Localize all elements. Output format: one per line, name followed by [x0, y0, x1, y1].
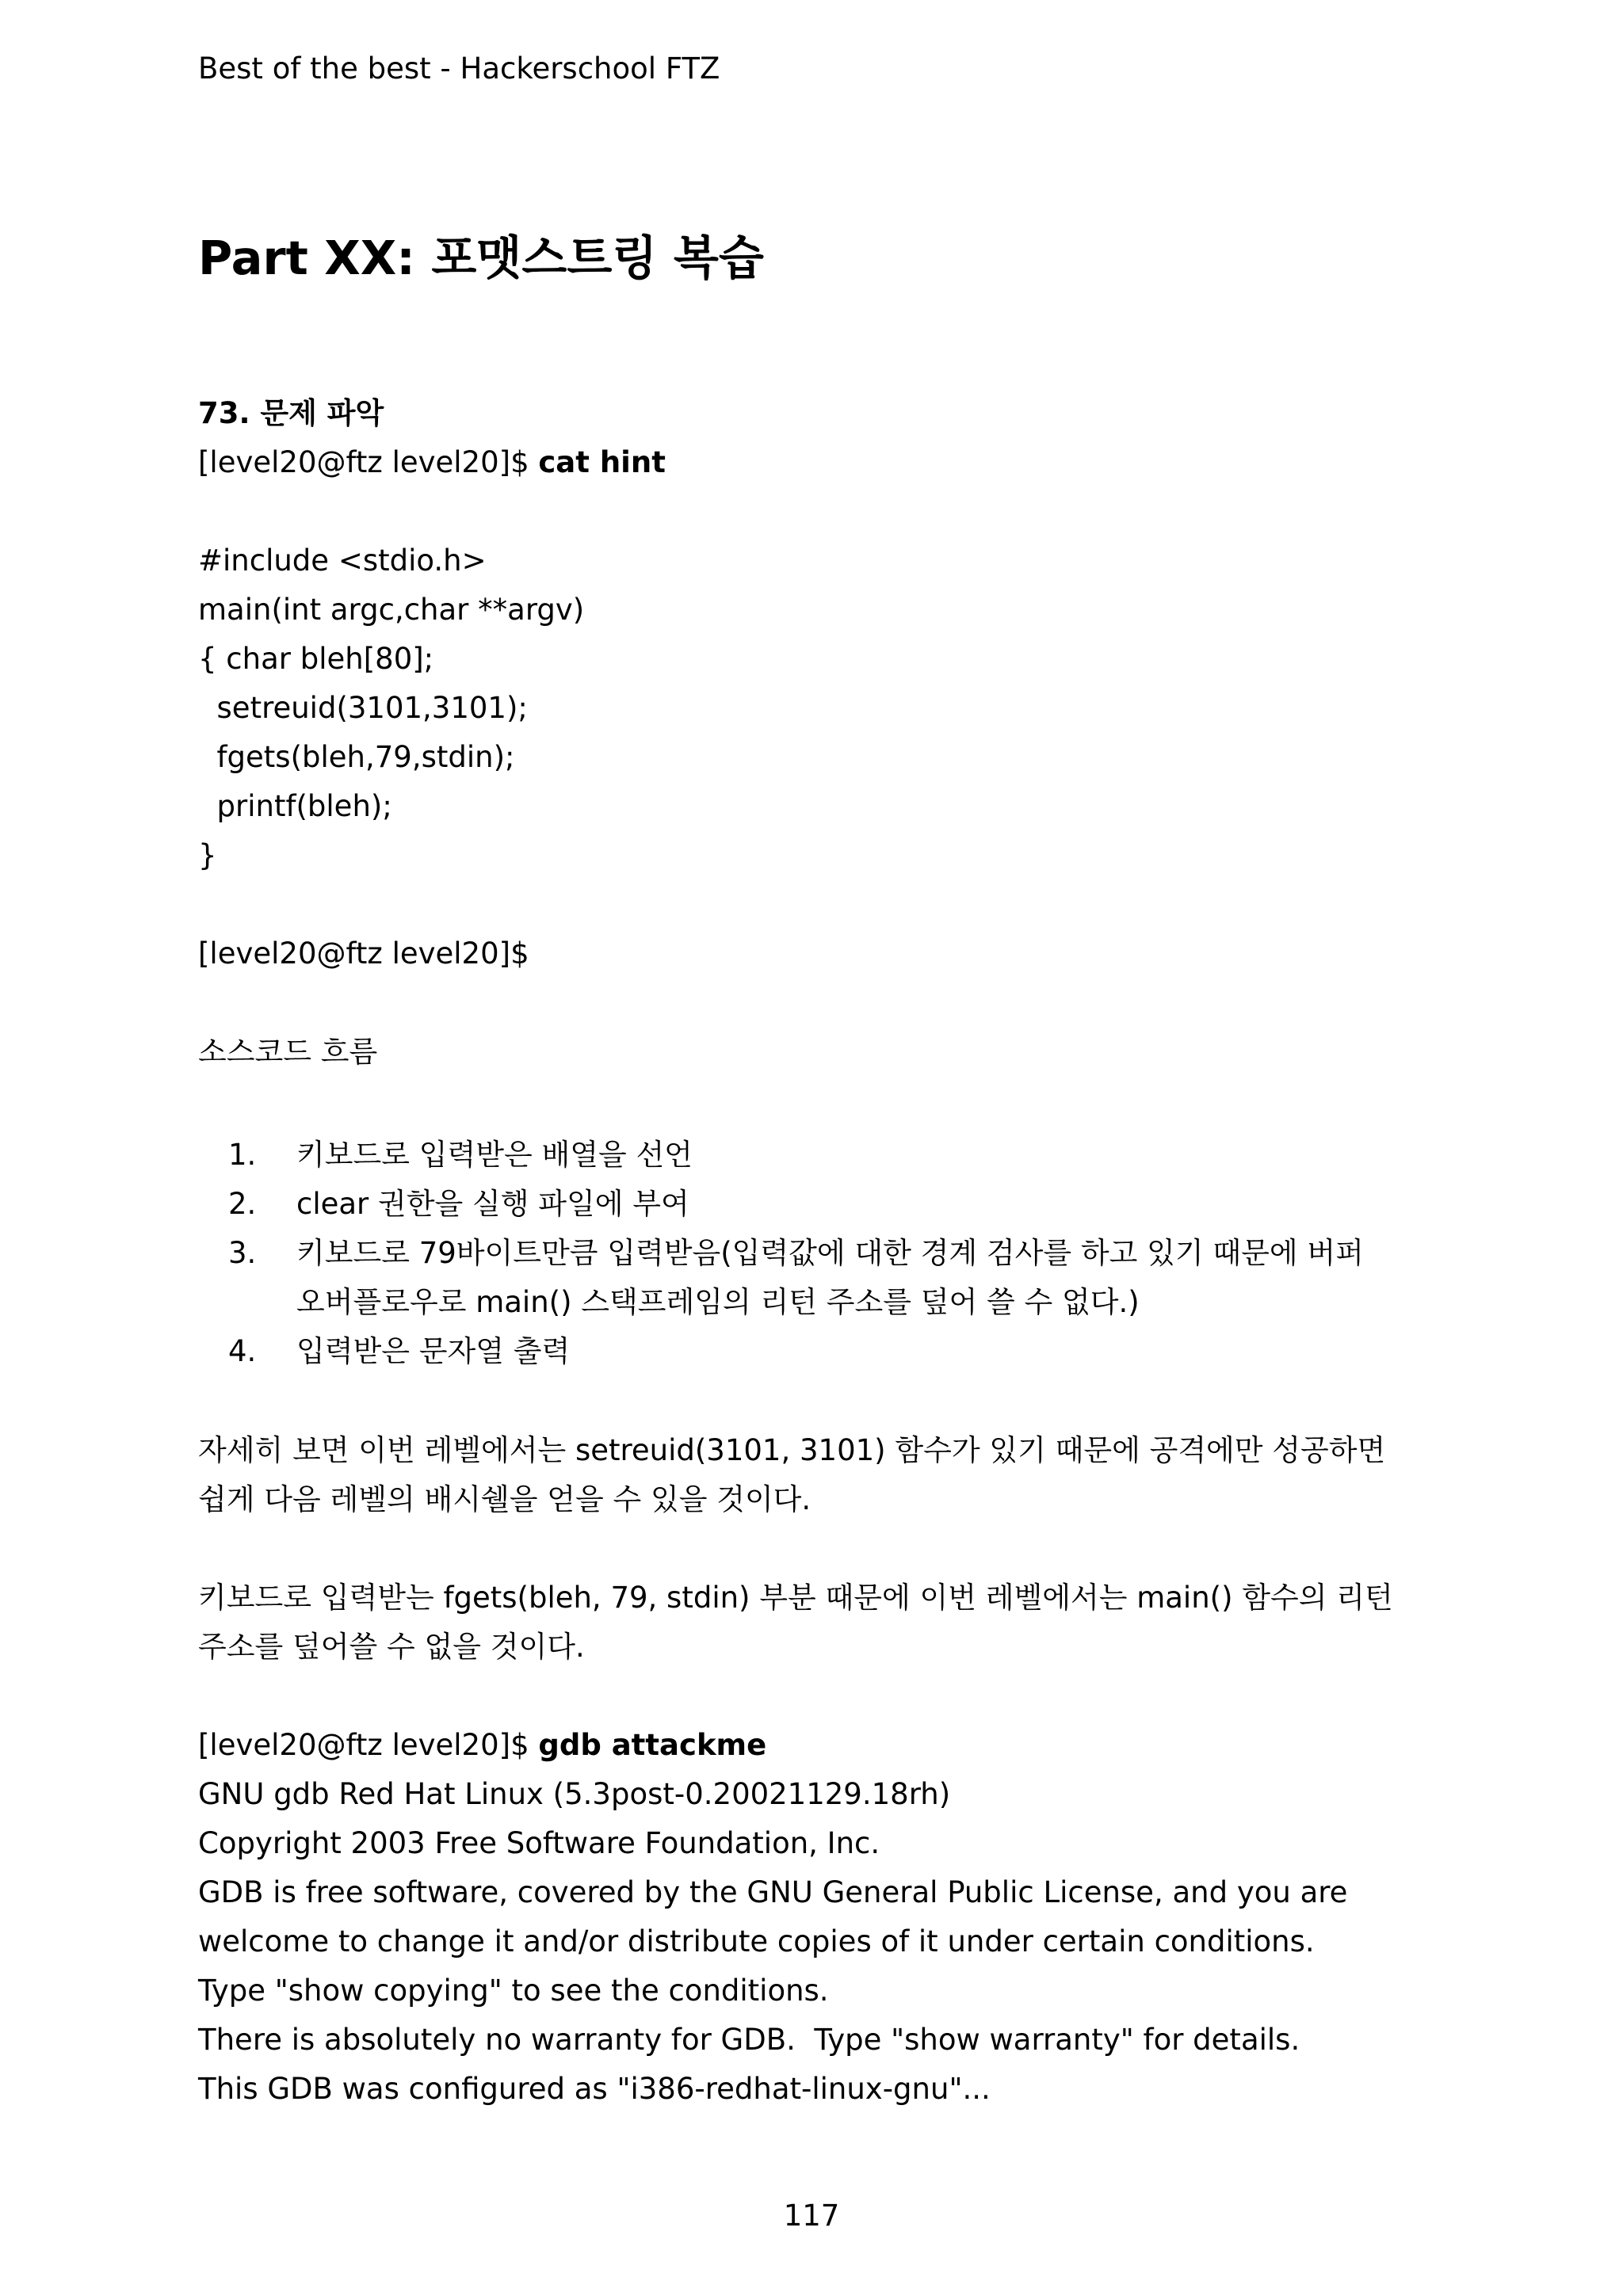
list-item [198, 1229, 1434, 1327]
paragraph-line: 키보드로 입력받는 fgets(bleh, 79, stdin) 부분 때문에 이번 레벨에서는 main() 함수의 리턴 [198, 1581, 1393, 1615]
code-line: fgets(bleh,79,stdin); [198, 740, 515, 774]
prompt-line: [level20@ftz level20]$ [198, 936, 529, 971]
gdb-output-line: Copyright 2003 Free Software Foundation, Inc. [198, 1826, 880, 1860]
gdb-output-line: welcome to change it and/or distribute copies of it under certain conditions. [198, 1924, 1315, 1958]
shell-prompt: [level20@ftz level20]$ [198, 1728, 539, 1762]
list-number: 2. [228, 1187, 257, 1221]
paragraph-line: 자세히 보면 이번 레벨에서는 setreuid(3101, 3101) 함수가 있기 때문에 공격에만 성공하면 [198, 1433, 1386, 1467]
paragraph-line: 주소를 덮어쓸 수 없을 것이다. [198, 1630, 585, 1664]
list-item [198, 1131, 1434, 1180]
code-line: #include <stdio.h> [198, 543, 487, 578]
flow-heading: 소스코드 흐름 [198, 1035, 378, 1069]
page-title: Part XX: 포맷스트링 복습 [198, 231, 764, 285]
blank-line [198, 978, 1434, 1028]
gdb-output-line: This GDB was configured as "i386-redhat-linux-gnu"... [198, 2072, 991, 2106]
hint-block [198, 438, 1434, 1077]
list-item [198, 1327, 1434, 1376]
paragraph-line: 쉽게 다음 레벨의 배시쉘을 얻을 수 있을 것이다. [198, 1482, 812, 1516]
code-line: } [198, 838, 217, 872]
list-text [296, 1229, 1438, 1327]
code-line: main(int argc,char **argv) [198, 593, 585, 627]
code-line: printf(bleh); [198, 789, 392, 823]
blank-line [198, 487, 1434, 536]
list-text-line: 오버플로우로 main() 스택프레임의 리턴 주소를 덮어 쓸 수 없다.) [296, 1285, 1140, 1319]
paragraph-2 [198, 1573, 1434, 1672]
command-line-gdb [198, 1721, 1434, 1770]
code-line: { char bleh[80]; [198, 642, 434, 676]
gdb-block [198, 1721, 1434, 2114]
running-header: Best of the best - Hackerschool FTZ [198, 51, 720, 86]
gdb-output-line: Type "show copying" to see the conditions. [198, 1974, 829, 2008]
section-heading: 73. 문제 파악 [198, 396, 384, 430]
list-number: 1. [228, 1138, 257, 1172]
shell-command: gdb attackme [538, 1728, 767, 1762]
gdb-output-line: GNU gdb Red Hat Linux (5.3post-0.20021129.18rh) [198, 1777, 951, 1811]
gdb-output-line: There is absolutely no warranty for GDB. Type "show warranty" for details. [198, 2023, 1300, 2057]
list-item [198, 1180, 1434, 1229]
list-number: 4. [228, 1334, 257, 1368]
page-number: 117 [783, 2199, 840, 2233]
paragraph-1 [198, 1426, 1434, 1524]
command-line-cat [198, 438, 1434, 487]
list-text: 키보드로 입력받은 배열을 선언 [296, 1138, 693, 1172]
blank-line [198, 880, 1434, 929]
list-text: clear 권한을 실행 파일에 부여 [296, 1187, 689, 1221]
shell-prompt: [level20@ftz level20]$ [198, 445, 539, 479]
list-text: 입력받은 문자열 출력 [296, 1334, 571, 1368]
gdb-output-line: GDB is free software, covered by the GNU General Public License, and you are [198, 1875, 1348, 1909]
code-line: setreuid(3101,3101); [198, 691, 528, 725]
list-text-line: 키보드로 79바이트만큼 입력받음(입력값에 대한 경계 검사를 하고 있기 때문에 버퍼 [296, 1236, 1364, 1270]
list-number: 3. [228, 1236, 257, 1270]
flow-list [198, 1131, 1434, 1376]
shell-command: cat hint [538, 445, 666, 479]
